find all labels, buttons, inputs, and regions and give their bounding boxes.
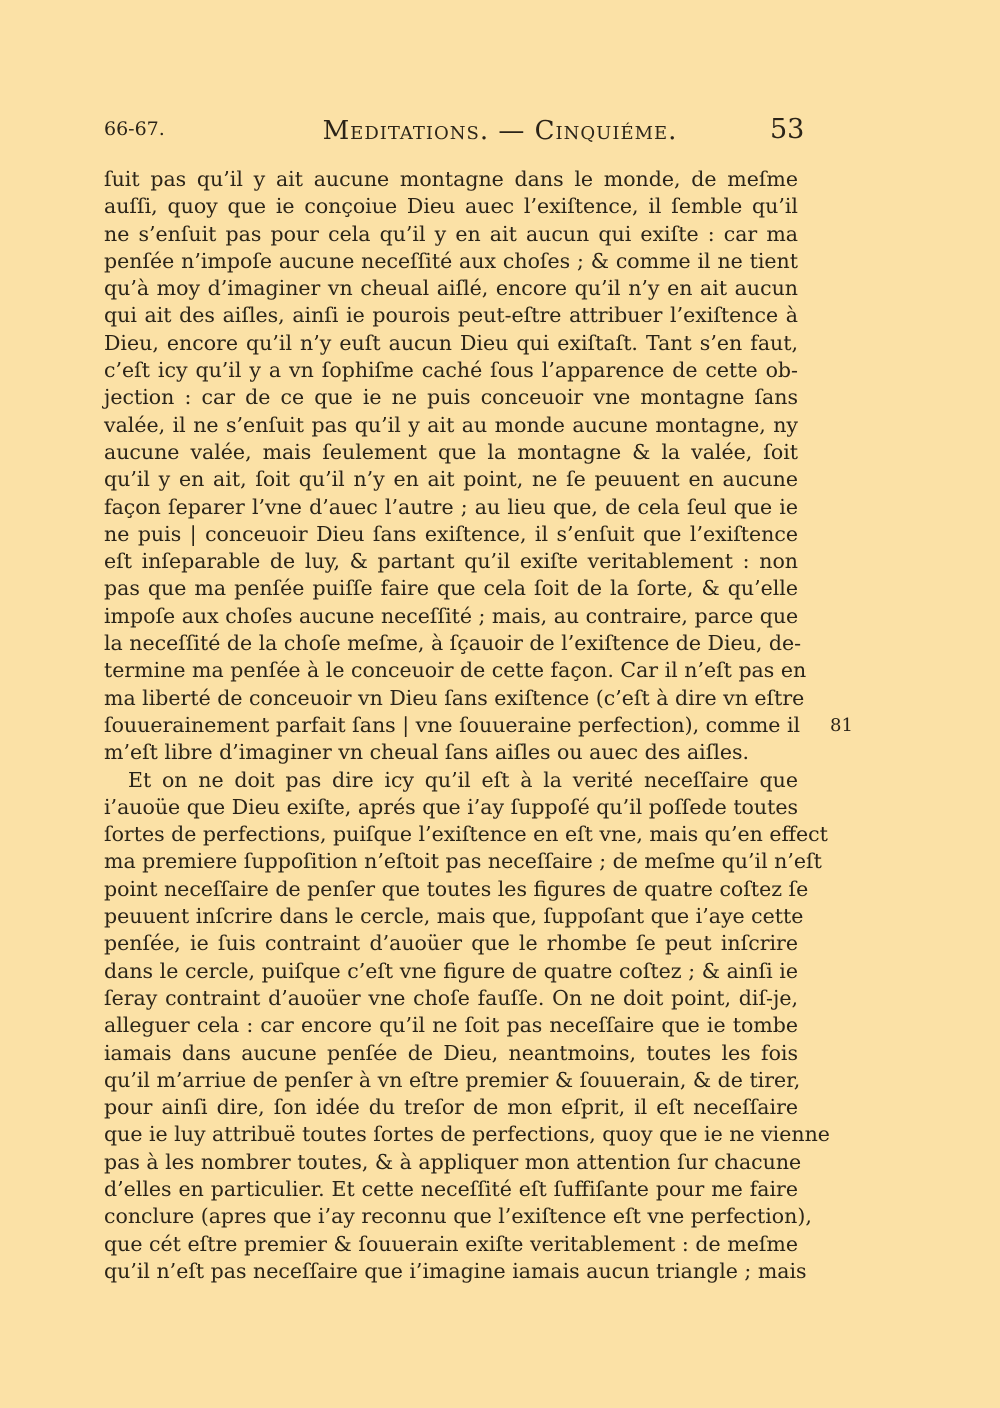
text-line: la neceſſité de la choſe meſme, à ſçauoir de l’exiſtence de Dieu, de-: [104, 631, 802, 656]
running-title: Meditations. — Cinquiéme.: [322, 116, 678, 146]
text-line: qu’à moy d’imaginer vn cheual aiſlé, encore qu’il n’y en ait aucun: [104, 276, 798, 301]
text-line: auſſi, quoy que ie conçoiue Dieu auec l’exiſtence, il ſemble qu’il: [104, 194, 798, 219]
text-line: pour ainſi dire, ſon idée du treſor de mon eſprit, il eſt neceſſaire: [104, 1095, 798, 1120]
text-line: impoſe aux choſes aucune neceſſité ; mais, au contraire, parce que: [104, 603, 799, 628]
text-line: ma premiere ſuppoſition n’eſtoit pas neceſſaire ; de meſme qu’il n’eſt: [104, 849, 822, 874]
text-line: Et on ne doit pas dire icy qu’il eſt à la verité neceſſaire que: [128, 767, 798, 792]
text-line: jection : car de ce que ie ne puis conceuoir vne montagne ſans: [104, 385, 798, 410]
text-line: termine ma penſée à le conceuoir de cette façon. Car il n’eſt pas en: [104, 658, 807, 683]
text-line: peuuent inſcrire dans le cercle, mais que, ſuppoſant que i’aye cette: [104, 904, 804, 929]
text-line: qu’il n’eſt pas neceſſaire que i’imagine iamais aucun triangle ; mais: [104, 1258, 807, 1283]
text-line: pas à les nombrer toutes, & à appliquer mon attention ſur chacune: [104, 1149, 802, 1174]
text-line: alleguer cela : car encore qu’il ne ſoit pas neceſſaire que ie tombe: [104, 1013, 798, 1038]
text-line: penſée n’impoſe aucune neceſſité aux choſes ; & comme il ne tient: [104, 248, 798, 273]
text-line: c’eſt icy qu’il y a vn ſophiſme caché ſous l’apparence de cette ob-: [104, 358, 798, 383]
text-line: iamais dans aucune penſée de Dieu, neantmoins, toutes les fois: [104, 1040, 798, 1065]
text-line: que ie luy attribuë toutes ſortes de perfections, quoy que ie ne vienne: [104, 1122, 830, 1147]
body-text: [104, 166, 830, 1285]
text-line: eſt inſeparable de luy, & partant qu’il exiſte veritablement : non: [104, 549, 798, 574]
text-line: ſuit pas qu’il y ait aucune montagne dans le monde, de meſme: [104, 167, 798, 191]
text-line: aucune valée, mais ſeulement que la montagne & la valée, ſoit: [104, 439, 798, 464]
margin-page-reference: 81: [830, 715, 853, 736]
text-line: point neceſſaire de penſer que toutes les figures de quatre coſtez ſe: [104, 876, 809, 901]
text-line: i’auoüe que Dieu exiſte, aprés que i’ay ſuppoſé qu’il poſſede toutes: [104, 794, 798, 819]
text-line: que cét eſtre premier & ſouuerain exiſte veritablement : de meſme: [104, 1231, 798, 1256]
text-line: dans le cercle, puiſque c’eſt vne figure de quatre coſtez ; & ainſi ie: [104, 958, 798, 983]
text-line: ne s’enſuit pas pour cela qu’il y en ait aucun qui exiſte : car ma: [104, 221, 798, 246]
running-header: [0, 116, 1000, 150]
text-line: m’eſt libre d’imaginer vn cheual ſans aiſles ou auec des aiſles.: [104, 740, 750, 765]
page-number: 53: [770, 114, 805, 145]
text-line: d’elles en particulier. Et cette neceſſité eſt ſuffiſante pour me faire: [104, 1176, 798, 1201]
text-line: ne puis | conceuoir Dieu ſans exiſtence, il s’enſuit que l’exiſtence: [104, 521, 798, 546]
text-line: penſée, ie ſuis contraint d’auoüer que le rhombe ſe peut inſcrire: [104, 931, 798, 956]
page-range: 66-67.: [104, 118, 165, 140]
text-line: qu’il m’arriue de penſer à vn eſtre premier & ſouuerain, & de tirer,: [104, 1067, 801, 1092]
text-line: qui ait des aiſles, ainſi ie pourois peut-eſtre attribuer l’exiſtence à: [104, 303, 798, 328]
text-line: ſeray contraint d’auoüer vne choſe fauſſe. On ne doit point, diſ-je,: [104, 985, 798, 1010]
text-line: valée, il ne s’enſuit pas qu’il y ait au monde aucune montagne, ny: [104, 412, 798, 437]
text-line: conclure (apres que i’ay reconnu que l’exiſtence eſt vne perfection),: [104, 1204, 812, 1229]
text-line: ma liberté de conceuoir vn Dieu ſans exiſtence (c’eſt à dire vn eſtre: [104, 685, 805, 710]
text-line: façon ſeparer l’vne d’auec l’autre ; au lieu que, de cela ſeul que ie: [104, 494, 798, 519]
text-line: ſortes de perfections, puiſque l’exiſtence en eſt vne, mais qu’en effect: [104, 822, 828, 847]
text-line: ſouuerainement parfait ſans | vne ſouueraine perfection), comme il: [104, 712, 801, 737]
text-line: pas que ma penſée puiſſe faire que cela ſoit de la ſorte, & qu’elle: [104, 576, 798, 601]
text-line: Dieu, encore qu’il n’y euſt aucun Dieu qui exiſtaſt. Tant s’en faut,: [104, 330, 798, 355]
text-line: qu’il y en ait, ſoit qu’il n’y en ait point, ne ſe peuuent en aucune: [104, 467, 798, 492]
